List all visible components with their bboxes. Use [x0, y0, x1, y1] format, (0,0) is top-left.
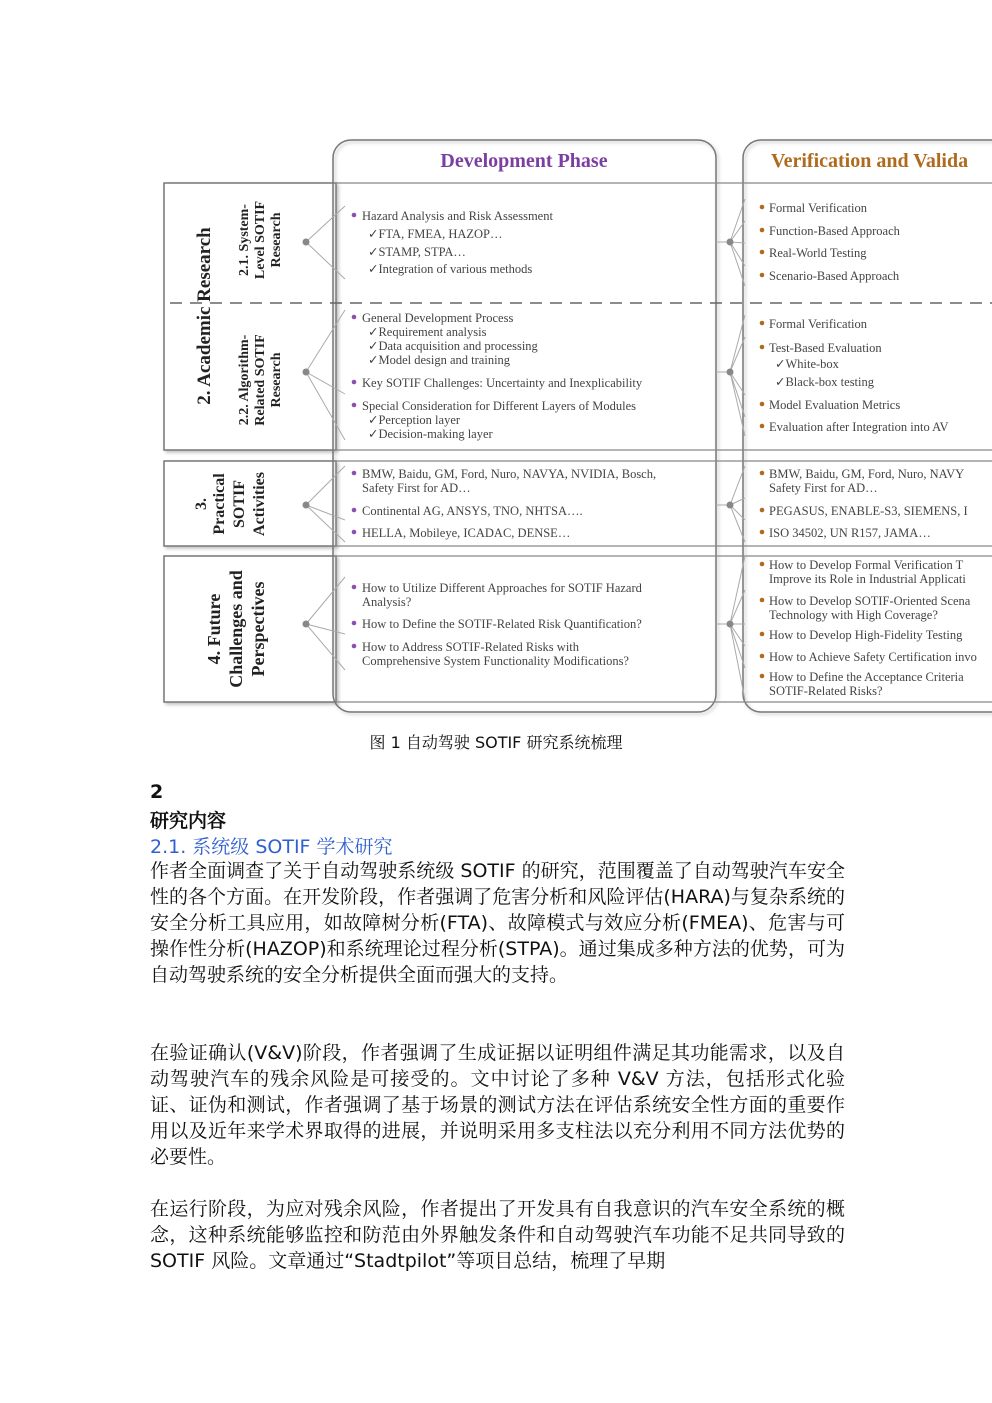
figure-caption: 图 1 自动驾驶 SOTIF 研究系统梳理 [369, 733, 623, 752]
svg-text:Level SOTIF: Level SOTIF [253, 200, 268, 280]
svg-text:Research: Research [269, 352, 284, 408]
svg-text:Comprehensive System Functiona: Comprehensive System Functionality Modifications? [362, 654, 629, 668]
svg-text:Hazard Analysis and Risk Asses: Hazard Analysis and Risk Assessment [362, 209, 553, 223]
svg-text:Related SOTIF: Related SOTIF [253, 334, 268, 426]
svg-text:BMW, Baidu, GM, Ford, Nuro, NA: BMW, Baidu, GM, Ford, Nuro, NAVY [769, 467, 965, 481]
dev-gdp-item [352, 311, 539, 367]
paragraph-2: 在验证确认(V&V)阶段，作者强调了生成证据以证明组件满足其功能需求，以及自动驾驶汽车的残余风险是可接受的。文中讨论了多种 V&V 方法，包括形式化验证、证伪和测试，作者强调了基于场景的测试方法在评估系统安全性方面的重要作用以及近年来学术界取得的进展，并说明采用多支柱法以充分利用不同方法优势的必要性。 [150, 1042, 845, 1168]
svg-text:Improve its Role in Industrial: Improve its Role in Industrial Applicati [769, 572, 966, 586]
section-title: 研究内容 [150, 810, 227, 832]
svg-text:✓Requirement analysis: ✓Requirement analysis [368, 325, 487, 339]
svg-text:Safety First for AD…: Safety First for AD… [362, 481, 471, 495]
svg-text:Research: Research [269, 212, 284, 268]
svg-text:✓Black-box testing: ✓Black-box testing [775, 375, 874, 389]
svg-text:Safety First for AD…: Safety First for AD… [769, 481, 878, 495]
vv-s3 [760, 246, 868, 260]
svg-text:HELLA, Mobileye, ICADAC, DENSE: HELLA, Mobileye, ICADAC, DENSE… [362, 526, 571, 540]
svg-text:Practical: Practical [211, 473, 228, 535]
dev-practical-3 [352, 526, 571, 540]
svg-text:How to Develop Formal Verifica: How to Develop Formal Verification T [769, 558, 964, 572]
vv-s1 [760, 201, 868, 215]
dev-hara-item [352, 209, 554, 276]
svg-text:How to Address SOTIF-Related R: How to Address SOTIF-Related Risks with [362, 640, 580, 654]
svg-text:SOTIF-Related Risks?: SOTIF-Related Risks? [769, 684, 883, 698]
svg-text:SOTIF: SOTIF [231, 479, 248, 529]
svg-text:✓White-box: ✓White-box [775, 357, 839, 371]
svg-text:Technology with High Coverage?: Technology with High Coverage? [769, 608, 938, 622]
vv-f4 [760, 650, 977, 664]
svg-text:3.: 3. [193, 498, 210, 510]
svg-text:How to Utilize Different Appro: How to Utilize Different Approaches for SOTIF Hazard [362, 581, 642, 595]
svg-text:BMW, Baidu, GM, Ford, Nuro, NA: BMW, Baidu, GM, Ford, Nuro, NAVYA, NVIDIA, Bosch, [362, 467, 657, 481]
system-level-label [237, 201, 284, 279]
svg-text:✓FTA, FMEA, HAZOP…: ✓FTA, FMEA, HAZOP… [368, 227, 503, 241]
vv-phase-header: Verification and Valida [771, 150, 969, 172]
dev-future-1 [352, 581, 643, 609]
academic-label: 2. Academic Research [194, 227, 215, 405]
vv-a2 [760, 341, 883, 389]
svg-text:2.2. Algorithm-: 2.2. Algorithm- [237, 334, 252, 426]
subsection-heading: 2.1. 系统级 SOTIF 学术研究 [150, 836, 393, 858]
dev-key-challenges-item [352, 376, 643, 390]
svg-text:Challenges and: Challenges and [226, 570, 246, 688]
vv-f1 [760, 558, 967, 586]
vv-s4 [760, 269, 900, 283]
dev-practical-1 [352, 467, 656, 495]
vv-f3 [760, 628, 963, 642]
vv-f5 [760, 670, 964, 698]
svg-text:Model Evaluation Metrics: Model Evaluation Metrics [769, 398, 901, 412]
svg-text:Formal Verification: Formal Verification [769, 201, 868, 215]
dev-practical-2 [352, 504, 583, 518]
row-practical-box [164, 461, 336, 546]
svg-text:Perspectives: Perspectives [248, 581, 268, 677]
svg-text:Analysis?: Analysis? [362, 595, 412, 609]
paragraph-3: 在运行阶段，为应对残余风险，作者提出了开发具有自我意识的汽车安全系统的概念，这种系统能够监控和防范由外界触发条件和自动驾驶汽车功能不足共同导致的 SOTIF 风险。文章通过“Stadtpilot”等项目总结，梳理了早期 [150, 1198, 845, 1272]
svg-text:Activities: Activities [251, 472, 268, 536]
svg-text:How to Develop SOTIF-Oriented: How to Develop SOTIF-Oriented Scena [769, 594, 971, 608]
svg-text:Formal Verification: Formal Verification [769, 317, 868, 331]
vv-a4 [760, 420, 949, 434]
vv-s2 [760, 224, 901, 238]
svg-text:✓STAMP, STPA…: ✓STAMP, STPA… [368, 245, 466, 259]
svg-text:Scenario-Based Approach: Scenario-Based Approach [769, 269, 900, 283]
svg-text:How to Achieve Safety Certific: How to Achieve Safety Certification invo [769, 650, 977, 664]
svg-text:Test-Based Evaluation: Test-Based Evaluation [769, 341, 882, 355]
svg-text:ISO 34502, UN R157, JAMA…: ISO 34502, UN R157, JAMA… [769, 526, 931, 540]
svg-text:✓Integration of various method: ✓Integration of various methods [368, 262, 533, 276]
svg-text:General Development Process: General Development Process [362, 311, 514, 325]
vv-p1 [760, 467, 964, 495]
svg-text:✓Model design and training: ✓Model design and training [368, 353, 511, 367]
svg-text:2.1. System-: 2.1. System- [237, 204, 252, 276]
svg-text:✓Data acquisition and processi: ✓Data acquisition and processing [368, 339, 538, 353]
vv-a3 [760, 398, 901, 412]
dev-future-3 [352, 640, 630, 668]
dev-future-2 [352, 617, 643, 631]
svg-text:✓Decision-making layer: ✓Decision-making layer [368, 427, 493, 441]
svg-text:4. Future: 4. Future [204, 593, 224, 665]
vv-a1 [760, 317, 868, 331]
svg-text:How to Define the Acceptance C: How to Define the Acceptance Criteria [769, 670, 964, 684]
paragraph-1: 作者全面调查了关于自动驾驶系统级 SOTIF 的研究，范围覆盖了自动驾驶汽车安全性的各个方面。在开发阶段，作者强调了危害分析和风险评估(HARA)与复杂系统的安全分析工具应用，如故障树分析(FTA)、故障模式与效应分析(FMEA)、危害与可操作性分析(HAZOP)和系统理论过程分析(STPA)。通过集成多种方法的优势，可为自动驾驶系统的安全分析提供全面而强大的支持。 [150, 860, 845, 986]
svg-text:✓Perception layer: ✓Perception layer [368, 413, 461, 427]
vv-f2 [760, 594, 971, 622]
vv-p2 [760, 504, 968, 518]
dev-special-item [352, 399, 636, 441]
svg-text:Real-World Testing: Real-World Testing [769, 246, 867, 260]
svg-text:PEGASUS, ENABLE-S3, SIEMENS, I: PEGASUS, ENABLE-S3, SIEMENS, I [769, 504, 968, 518]
svg-text:Function-Based Approach: Function-Based Approach [769, 224, 900, 238]
svg-text:Evaluation after Integration i: Evaluation after Integration into AV [769, 420, 949, 434]
svg-text:How to Define the SOTIF-Relate: How to Define the SOTIF-Related Risk Quantification? [362, 617, 642, 631]
vv-p3 [760, 526, 931, 540]
dev-phase-header: Development Phase [440, 150, 608, 172]
svg-text:Continental AG, ANSYS, TNO, NH: Continental AG, ANSYS, TNO, NHTSA…. [362, 504, 583, 518]
section-number: 2 [150, 781, 164, 803]
svg-text:Special Consideration for Diff: Special Consideration for Different Layers of Modules [362, 399, 636, 413]
svg-text:How to Develop High-Fidelity T: How to Develop High-Fidelity Testing [769, 628, 963, 642]
svg-text:Key SOTIF Challenges: Uncertai: Key SOTIF Challenges: Uncertainty and Inexplicability [362, 376, 643, 390]
